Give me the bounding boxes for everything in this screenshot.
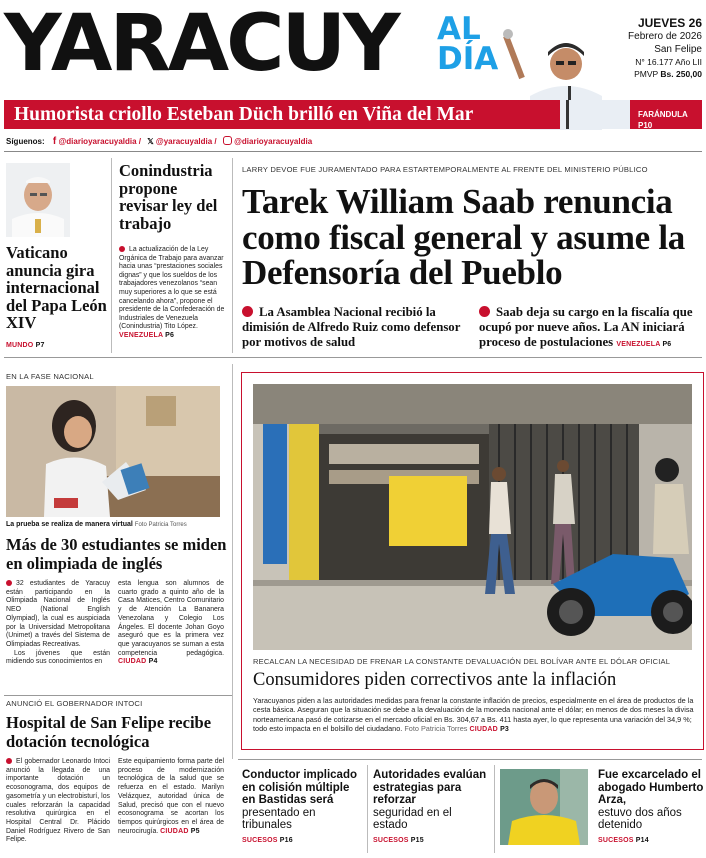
masthead-number: N° 16.177 (635, 57, 674, 67)
hospital-col2: Este equipamiento forma parte del proceso de modernización tecnológica de la salud que se refuerza en el estado. Marilyn Velázquez, autoridad única de Salud, precisó que con el nuevo ecosonograma se acortan los tiempos quirúrgicos en el área de neurocirugía. CIUDAD P5 (118, 758, 224, 835)
banner-section: FARÁNDULA P10 (638, 110, 688, 130)
olympiad-section: CIUDAD P4 (118, 658, 158, 666)
masthead-city: San Felipe (654, 44, 702, 55)
masthead-brand-al: AL (437, 11, 481, 47)
social-instagram[interactable]: @diarioyaracuyaldia (234, 137, 313, 146)
x-icon[interactable]: 𝕏 (147, 137, 154, 146)
lead-section: VENEZUELA P6 (616, 341, 672, 349)
brief-2[interactable] (373, 769, 489, 844)
lead-sub1: La Asamblea Nacional recibió la dimisión de Alfredo Ruiz como defensor por motivos de salud (242, 305, 461, 350)
brief-3-section: SUCESOS P14 (598, 836, 649, 844)
hospital-section: CIUDAD P5 (160, 827, 200, 835)
facebook-icon[interactable]: f (52, 136, 57, 147)
pope-photo (6, 163, 70, 237)
brief-3-bold: Fue excarcelado el abogado Humberto Arza, (598, 769, 704, 806)
olympiad-kicker: EN LA FASE NACIONAL (6, 372, 94, 381)
conindustria-headline[interactable]: Conindustria propone revisar ley del trabajo (119, 161, 218, 233)
social-x[interactable]: @yaracuyaldia (155, 137, 213, 146)
consumers-body: Yaracuyanos piden a las autoridades medidas para frenar la constante inflación de precios, especialmente en el área de productos de la cesta básica. Aseguran que la situación se debe a la devaluación de la moneda nacional ante el dólar; en menos de dos meses la divisa norteamericana pasó de cotizarse en el mercado oficial en Bs. 304,67 a Bs. 411 hasta ayer, lo que representa una variación del 34,9 %; todo esto impacta en el bolsillo del ciudadano. Foto Patricia Torres CIUDAD P3 (253, 696, 694, 734)
vatican-section: MUNDO P7 (6, 342, 45, 349)
olympiad-headline[interactable]: Más de 30 estudiantes se miden en olimpiada de inglés (6, 535, 227, 573)
masthead-brand-dia: DÍA (437, 41, 499, 77)
brief-2-light: seguridad en el estado (373, 806, 452, 831)
consumers-section: CIUDAD P3 (469, 726, 510, 734)
brief-3[interactable] (598, 769, 704, 844)
brief-2-bold: Autoridades evalúan estrategias para reforzar (373, 769, 487, 806)
brief-1-bold: Conductor implicado en colisión múltiple en Bastidas será (242, 769, 357, 806)
masthead-year: Año LII (675, 57, 702, 67)
olympiad-caption: La prueba se realiza de manera virtual Foto Patricia Torres (6, 521, 187, 528)
conindustria-body: La actualización de la Ley Orgánica de Trabajo para avanzar hacia unas “prestaciones sociales dignas” y que los sueldos de los trabajadores venezolanos “sean muy superiores a lo que se está cancelando ahora”, propone el presidente de la Confederación de Industriales de Venezuela (Conindustria) Tito López. VENEZUELA P6 (119, 246, 225, 339)
brief-1-light: presentado en tribunales (242, 806, 316, 831)
banner-headline: Humorista criollo Esteban Düch brilló en Viña del Mar (14, 104, 474, 125)
instagram-icon[interactable] (223, 136, 232, 145)
arza-photo (500, 769, 588, 845)
olympiad-col2: esta lengua son alumnos de cuarto grado a quinto año de la Casa Matices, Centro Comunitario y de Atención La Bananera Venezolana y Colegio Los Ángeles. El docente Johan Goyo aseguró que es la primera vez que yaracuyanos se suman a esta competencia pedagógica. CIUDAD P4 (118, 580, 224, 666)
hospital-col1: El gobernador Leonardo Intoci anunció la llegada de una importante dotación un ecosonograma, dos equipos de gasometría y un electrobisturí, los cuales reforzarán la capacidad resolutiva quirúrgica en el Hospital Central Dr. Plácido Daniel Rodríguez Rivero de San Felipe. (6, 758, 110, 844)
brief-3-light: estuvo dos años detenido (598, 806, 682, 831)
social-facebook[interactable]: @diarioyaracuyaldia (58, 137, 137, 146)
consumers-photo (253, 384, 692, 650)
masthead-pmvp: PMVP (634, 69, 659, 79)
masthead-price: Bs. 250,00 (660, 69, 702, 79)
brief-1[interactable] (242, 769, 362, 844)
olympiad-col1: 32 estudiantes de Yaracuy están participando en la Olimpiada Nacional de Inglés NEO (National English Olympiad), la cual es auspiciada por la Universidad Metropolitana (Unimet) a través del Sistema de Olimpiadas Recreativas. Los jóvenes que están midiendo sus conocimientos en (6, 580, 110, 666)
brief-2-section: SUCESOS P15 (373, 836, 424, 844)
social-label: Síguenos: (6, 137, 45, 146)
hospital-headline[interactable]: Hospital de San Felipe recibe dotación tecnológica (6, 713, 212, 751)
masthead-day: JUEVES 26 (637, 16, 702, 30)
masthead-month: Febrero de 2026 (628, 31, 702, 42)
social-bar: Síguenos: f @diarioyaracuyaldia / 𝕏 @yaracuyaldia / @diarioyaracuyaldia (6, 136, 313, 147)
brief-1-section: SUCESOS P16 (242, 836, 293, 844)
hospital-kicker: ANUNCIÓ EL GOBERNADOR INTOCI (6, 699, 143, 708)
masthead-brand: YARACUY (4, 0, 398, 89)
lead-kicker: LARRY DEVOE FUE JURAMENTADO PARA ESTARTEMPORALMENTE AL FRENTE DEL MINISTERIO PÚBLICO (242, 165, 648, 174)
olympiad-photo (6, 386, 220, 517)
comedian-photo-overlay (560, 100, 630, 129)
lead-sub2: Saab deja su cargo en la fiscalía que ocupó por nueve años. La AN iniciará proceso de postulaciones VENEZUELA P6 (479, 305, 693, 350)
vatican-headline[interactable]: Vaticano anuncia gira internacional del Papa León XIV (6, 243, 107, 332)
consumers-headline[interactable]: Consumidores piden correctivos ante la inflación (253, 670, 617, 690)
conindustria-section: VENEZUELA P6 (119, 331, 175, 339)
masthead-info (610, 16, 702, 80)
consumers-kicker: RECALCAN LA NECESIDAD DE FRENAR LA CONSTANTE DEVALUACIÓN DEL BOLÍVAR ANTE EL DÓLAR OFICIAL (253, 657, 671, 666)
lead-headline[interactable]: Tarek William Saab renuncia como fiscal general y asume la Defensoría del Pueblo (242, 182, 685, 292)
